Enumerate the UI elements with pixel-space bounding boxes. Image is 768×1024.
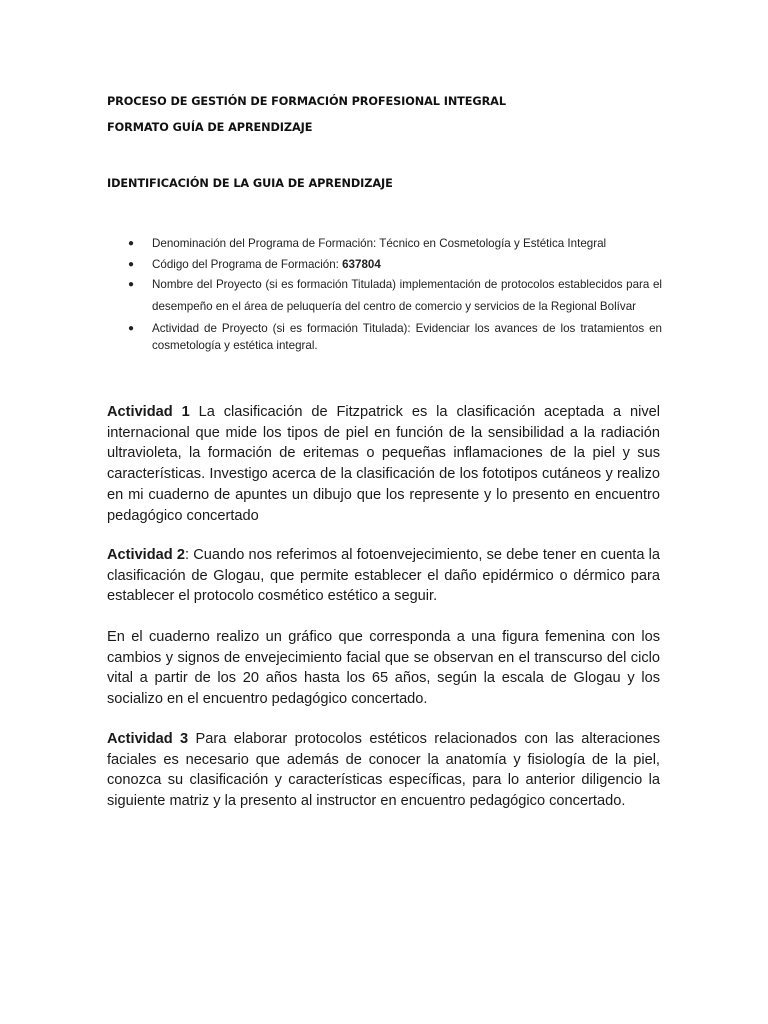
list-item xyxy=(128,320,662,354)
program-code-label: Código del Programa de Formación: xyxy=(152,258,343,271)
activity-3-paragraph xyxy=(107,729,660,812)
bullet-icon: ● xyxy=(128,238,135,249)
project-name-text: Nombre del Proyecto (si es formación Titulada) implementación de protocolos establecidos para el desempeño en el área de peluquería del centro de comercio y servicios de la Regional Bolívar xyxy=(152,278,662,313)
list-item xyxy=(128,274,662,318)
program-name-text: Denominación del Programa de Formación: Técnico en Cosmetología y Estética Integral xyxy=(152,237,607,250)
list-item xyxy=(128,236,662,252)
format-title: FORMATO GUÍA DE APRENDIZAJE xyxy=(107,121,313,134)
activity-3-label: Actividad 3 xyxy=(107,731,189,747)
bullet-icon: ● xyxy=(128,279,135,290)
activity-1-text: La clasificación de Fitzpatrick es la clasificación aceptada a nivel internacional que mide los tipos de piel en función de la sensibilidad a la radiación ultravioleta, la formación de eritemas o pequeñas inflamaciones de la piel y sus características. Investigo acerca de la clasificación de los fototipos cutáneos y realizo en mi cuaderno de apuntes un dibujo que los represente y lo presento en encuentro pedagógico concertado xyxy=(107,404,661,524)
process-title: PROCESO DE GESTIÓN DE FORMACIÓN PROFESIONAL INTEGRAL xyxy=(107,95,506,108)
section-heading: IDENTIFICACIÓN DE LA GUIA DE APRENDIZAJE xyxy=(107,177,393,190)
activity-1-label: Actividad 1 xyxy=(107,404,190,420)
program-code-value: 637804 xyxy=(342,258,381,271)
list-item xyxy=(128,257,662,273)
activity-2-paragraph xyxy=(107,545,660,607)
activity-2-label: Actividad 2 xyxy=(107,547,185,563)
project-activity-text: Actividad de Proyecto (si es formación Titulada): Evidenciar los avances de los tratamientos en cosmetología y estética integral. xyxy=(152,322,662,352)
activity-1-paragraph xyxy=(107,402,660,526)
bullet-icon: ● xyxy=(128,323,135,334)
activity-2-followup-paragraph: En el cuaderno realizo un gráfico que corresponda a una figura femenina con los cambios y signos de envejecimiento facial que se observan en el transcurso del ciclo vital a partir de los 20 años hasta los 65 años, según la escala de Glogau y los socializo en el encuentro pedagógico concertado. xyxy=(107,629,660,708)
bullet-icon: ● xyxy=(128,259,135,270)
activity-3-text: Para elaborar protocolos estéticos relacionados con las alteraciones faciales es necesario que además de conocer la anatomía y fisiología de la piel, conozca su clasificación y características específicas, para lo anterior diligencio la siguiente matriz y la presento al instructor en encuentro pedagógico concertado. xyxy=(107,731,661,810)
identification-list xyxy=(128,236,662,354)
activity-2-text: : Cuando nos referimos al fotoenvejecimiento, se debe tener en cuenta la clasificación de Glogau, que permite establecer el daño epidérmico o dérmico para establecer el protocolo cosmético estético a seguir. xyxy=(107,547,661,605)
